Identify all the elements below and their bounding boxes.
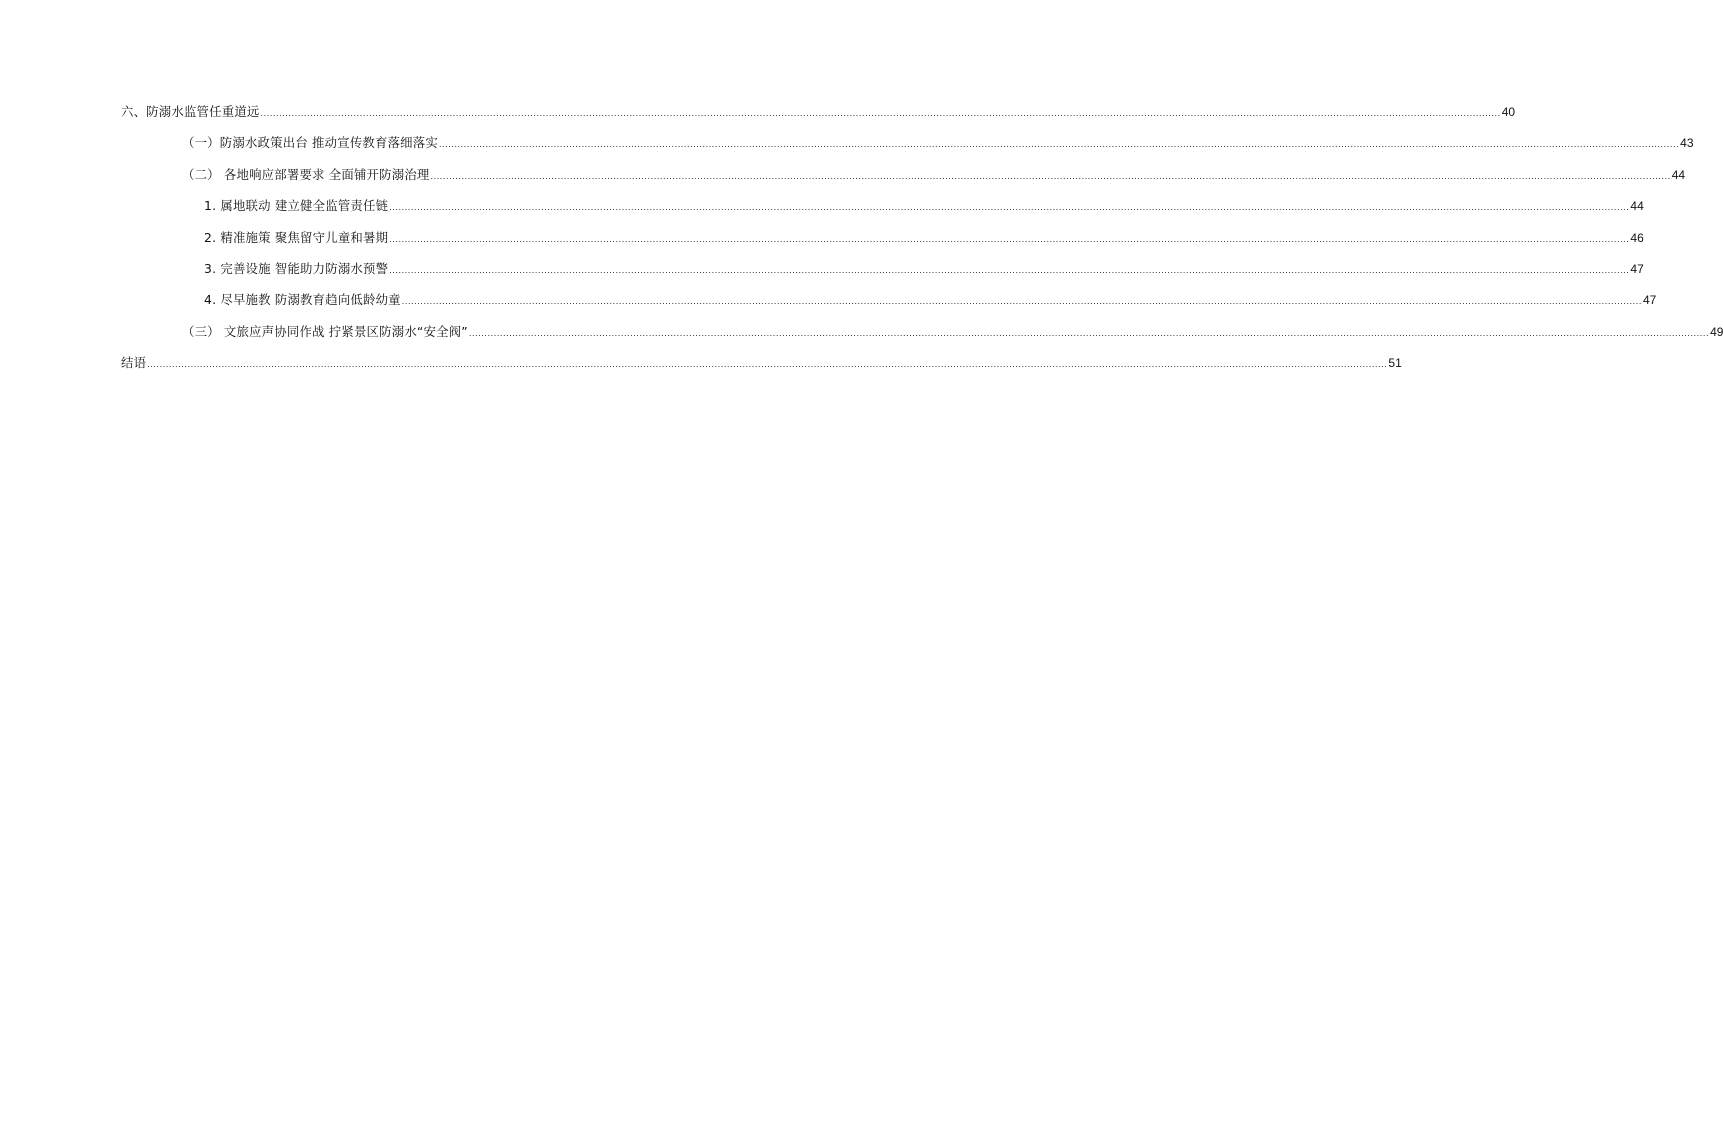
toc-entry[interactable] bbox=[0, 288, 1657, 319]
toc-entry-title: 4. 尽早施教 防溺教育趋向低龄幼童 bbox=[204, 292, 401, 308]
toc-entry[interactable] bbox=[0, 163, 1686, 194]
toc-dot-leader: ................................................................................................................................................................................................................................................................................................................................................................................................................ bbox=[430, 170, 1671, 181]
toc-page-number: 44 bbox=[1630, 199, 1644, 214]
toc-page-number: 49 bbox=[1710, 324, 1723, 339]
toc-page-number: 47 bbox=[1642, 293, 1657, 308]
toc-dot-leader: ................................................................................................................................................................................................................................................................................................................................................................................................................ bbox=[147, 359, 1388, 370]
toc-entry-title: 结语 bbox=[121, 355, 147, 371]
toc-dot-leader: ................................................................................................................................................................................................................................................................................................................................................................................................................ bbox=[260, 108, 1501, 118]
toc-dot-leader: ................................................................................................................................................................................................................................................................................................................................................................................................................ bbox=[401, 296, 1642, 307]
toc-dot-leader: ................................................................................................................................................................................................................................................................................................................................................................................................................ bbox=[389, 233, 1630, 244]
toc-page-number: 46 bbox=[1630, 230, 1644, 245]
toc-entry-title: 1. 属地联动 建立健全监管责任链 bbox=[204, 198, 389, 214]
toc-entry[interactable] bbox=[0, 100, 1516, 131]
toc-entry[interactable] bbox=[0, 226, 1644, 257]
toc-dot-leader: ................................................................................................................................................................................................................................................................................................................................................................................................................ bbox=[389, 264, 1630, 275]
toc-entry[interactable] bbox=[0, 131, 1694, 162]
toc-entry-title: 2. 精准施策 聚焦留守儿童和暑期 bbox=[204, 229, 389, 245]
toc-dot-leader: ................................................................................................................................................................................................................................................................................................................................................................................................................ bbox=[389, 202, 1630, 213]
toc-entry-title: （三） 文旅应声协同作战 拧紧景区防溺水“安全阀” bbox=[182, 323, 468, 339]
toc-entry[interactable] bbox=[0, 194, 1644, 225]
toc-page-number: 44 bbox=[1671, 167, 1686, 182]
toc-entry-title: 六、防溺水监管任重道远 bbox=[121, 104, 260, 119]
toc-entry-title: 3. 完善设施 智能助力防溺水预警 bbox=[204, 260, 389, 276]
toc-page-number: 43 bbox=[1680, 136, 1694, 151]
toc-dot-leader: ................................................................................................................................................................................................................................................................................................................................................................................................................ bbox=[468, 327, 1710, 338]
toc-page-number: 47 bbox=[1630, 261, 1644, 276]
toc-page-number: 40 bbox=[1501, 105, 1516, 119]
toc-dot-leader: ................................................................................................................................................................................................................................................................................................................................................................................................................ bbox=[438, 139, 1680, 150]
toc-entry-title: （二） 各地响应部署要求 全面铺开防溺治理 bbox=[182, 166, 430, 182]
toc-entry[interactable] bbox=[0, 320, 1723, 351]
toc-entry[interactable] bbox=[0, 351, 1402, 382]
toc-entry-title: （一）防溺水政策出台 推动宣传教育落细落实 bbox=[182, 135, 438, 151]
toc-page-number: 51 bbox=[1388, 356, 1402, 371]
table-of-contents bbox=[0, 100, 1723, 383]
toc-entry[interactable] bbox=[0, 257, 1644, 288]
